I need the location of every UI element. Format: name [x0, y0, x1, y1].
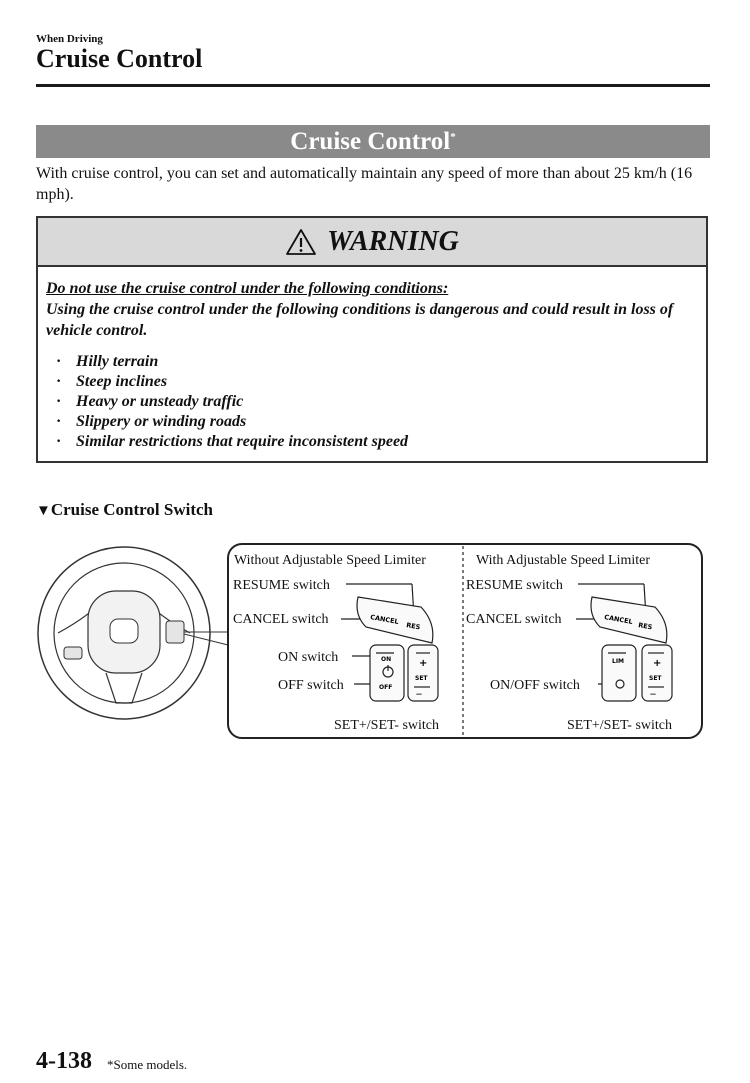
- off-switch-label: OFF switch: [278, 678, 344, 693]
- footnote: *Some models.: [107, 1057, 188, 1072]
- cancel-switch-label-right: CANCEL switch: [466, 612, 562, 627]
- variant-title-without-limiter: Without Adjustable Speed Limiter: [234, 553, 426, 568]
- cancel-button-text-right: CANCEL: [603, 613, 634, 626]
- set-button-text: SET: [415, 675, 428, 682]
- list-item: · Steep inclines: [56, 373, 168, 390]
- title-divider: [36, 84, 710, 87]
- list-item: · Similar restrictions that require inconsistent speed: [56, 433, 409, 450]
- set-switch-label-right: SET+/SET- switch: [567, 718, 672, 733]
- intro-paragraph: With cruise control, you can set and automatically maintain any speed of more than about 25 km/h (16 mph).: [36, 165, 693, 203]
- set-switch-label: SET+/SET- switch: [334, 718, 439, 733]
- callout-panel: [228, 544, 702, 738]
- resume-switch-label-right: RESUME switch: [466, 578, 563, 593]
- resume-switch-label: RESUME switch: [233, 578, 330, 593]
- variant-title-with-limiter: With Adjustable Speed Limiter: [476, 553, 651, 568]
- on-off-switch-label: ON/OFF switch: [490, 678, 580, 693]
- page-title: Cruise Control: [36, 44, 203, 73]
- bullet: ·: [56, 393, 62, 410]
- section-footnote-mark: *: [450, 131, 456, 143]
- warning-body: [38, 267, 706, 452]
- section-title-bar: [36, 125, 710, 158]
- bullet: ·: [56, 413, 62, 430]
- warning-triangle-icon: [285, 228, 317, 256]
- subsection-heading: ▼Cruise Control Switch: [36, 500, 213, 519]
- off-button-text: OFF: [379, 684, 393, 691]
- list-item: · Hilly terrain: [56, 353, 159, 370]
- warning-text: Using the cruise control under the following conditions is dangerous and could result in loss of vehicle control.: [46, 301, 674, 339]
- cancel-switch-label: CANCEL switch: [233, 612, 329, 627]
- list-item: · Heavy or unsteady traffic: [56, 393, 244, 410]
- bullet: ·: [56, 373, 62, 390]
- bullet: ·: [56, 433, 62, 450]
- on-button-text: ON: [381, 656, 392, 663]
- page-number: 4-138: [36, 1048, 92, 1074]
- set-button-text-right: SET: [649, 675, 662, 682]
- minus-button-text: —: [416, 691, 422, 698]
- warning-list: [46, 352, 698, 452]
- lim-button-text: LIM: [612, 658, 625, 665]
- warning-header: [38, 218, 706, 267]
- res-button-text-right: RES: [637, 621, 653, 632]
- warning-box: [36, 216, 708, 463]
- cruise-switch-diagram: [36, 535, 716, 745]
- warning-title: WARNING: [327, 225, 459, 257]
- section-title: Cruise Control: [290, 128, 451, 155]
- triangle-marker-icon: ▼: [36, 503, 51, 519]
- plus-button-text-right: +: [653, 658, 662, 669]
- res-button-text: RES: [405, 621, 421, 632]
- warning-lead: Do not use the cruise control under the following conditions:: [46, 280, 449, 297]
- list-item: · Slippery or winding roads: [56, 413, 247, 430]
- on-switch-label: ON switch: [278, 650, 339, 665]
- steering-wheel-illustration: [38, 547, 228, 719]
- plus-button-text: +: [419, 658, 428, 669]
- cancel-button-text: CANCEL: [369, 613, 400, 626]
- minus-button-text-right: —: [650, 691, 656, 698]
- chapter-label: When Driving: [36, 33, 103, 45]
- bullet: ·: [56, 353, 62, 370]
